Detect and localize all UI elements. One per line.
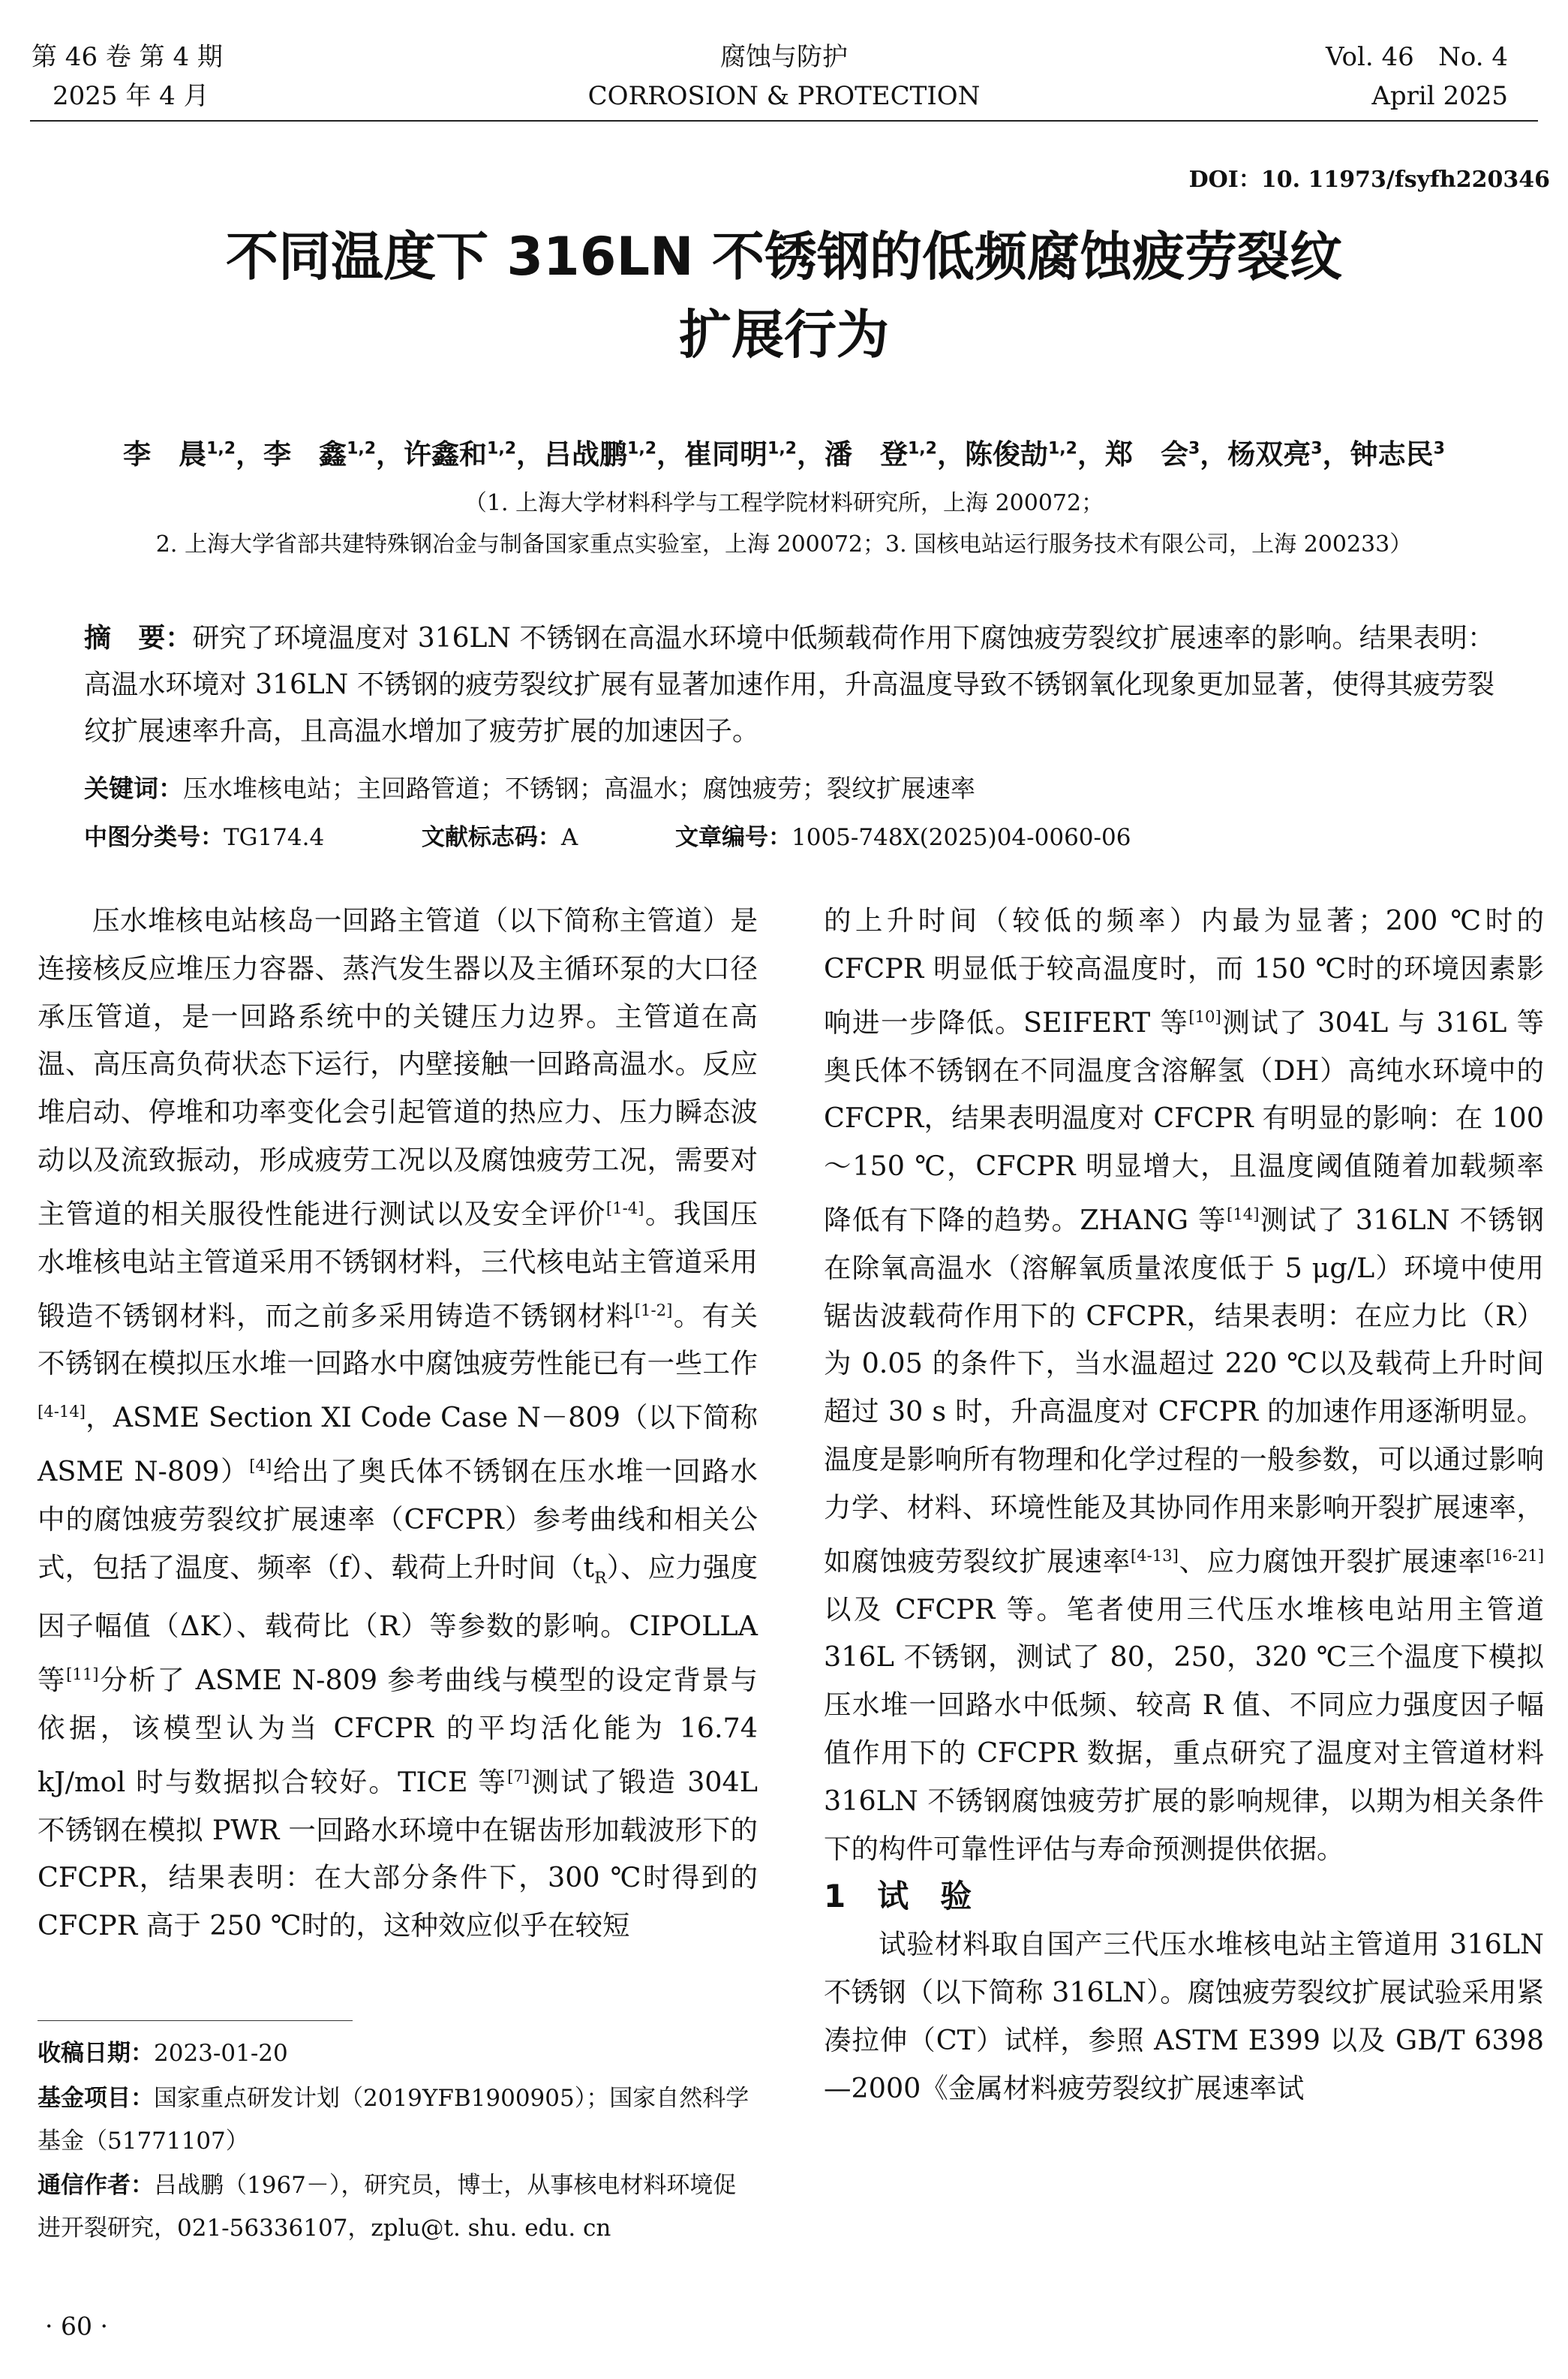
author: 潘 登$^{1,2}$ [825,438,937,471]
author-list [0,432,1568,472]
article-no-value: 1005-748X(2025)04-0060-06 [792,824,1131,851]
citation: [1-2] [634,1300,673,1319]
title-line-2: 扩展行为 [679,304,889,365]
journal-name-en: CORROSION & PROTECTION [587,81,981,111]
citation: [16-21] [1485,1545,1544,1565]
article-title [0,218,1568,374]
author: 吕战鹏$^{1,2}$ [544,438,657,471]
date-cn: 2025 年 4 月 [53,81,209,111]
citation: [11] [66,1664,99,1683]
abstract-label: 摘 要： [84,623,193,654]
author-affiliation-mark: 1,2 [767,439,797,459]
received-date: 收稿日期：2023-01-20 [38,2040,288,2067]
volume-en: Vol. 46 No. 4 [1326,42,1508,72]
page-number: · 60 · [45,2311,108,2341]
author-separator: ， [797,438,825,471]
author-separator: ， [376,438,404,471]
citation: [10] [1188,1006,1221,1026]
clc-label: 中图分类号： [84,824,224,851]
author: 陈俊劼$^{1,2}$ [964,438,1077,471]
body-column-left [38,897,758,1950]
author-affiliation-mark: 3 [1311,439,1323,459]
author: 李 晨$^{1,2}$ [123,438,236,471]
header-rule [30,120,1538,122]
author-separator: ， [656,438,685,471]
author-affiliation-mark: 1,2 [627,439,657,459]
volume-cn: 第 46 卷 第 4 期 [32,42,223,72]
author-separator: ， [936,438,965,471]
author-separator: ， [1077,438,1105,471]
author-separator: ， [1322,438,1350,471]
author-affiliation-mark: 1,2 [1047,439,1077,459]
body-column-right [824,897,1544,2112]
date-en: April 2025 [1371,81,1508,111]
abstract-text: 研究了环境温度对 316LN 不锈钢在高温水环境中低频载荷作用下腐蚀疲劳裂纹扩展速率的影响。结果表明：高温水环境对 316LN 不锈钢的疲劳裂纹扩展有显著加速作用，升高温度导致不锈钢氧化现象更加显著，使得其疲劳裂纹扩展速率升高，且高温水增加了疲劳扩展的加速因子。 [84,623,1494,747]
doc-code-value: A [560,824,578,851]
corresponding-author: 通信作者：吕战鹏（1967－），研究员，博士，从事核电材料环境促进开裂研究，021-56336107，zplu@t. shu. edu. cn [38,2172,737,2242]
author: 郑 会$^3$ [1104,438,1200,471]
author-separator: ， [516,438,545,471]
article-no-label: 文章编号： [675,824,792,851]
intro-paragraph: 压水堆核电站核岛一回路主管道（以下简称主管道）是连接核反应堆压力容器、蒸汽发生器以及主循环泵的大口径承压管道，是一回路系统中的关键压力边界。主管道在高温、高压高负荷状态下运行，内壁接触一回路高温水。反应堆启动、停堆和功率变化会引起管道的热应力、压力瞬态波动以及流致振动，形成疲劳工况以及腐蚀疲劳工况，需要对主管道的相关服役性能进行测试以及安全评价[1-4]。我国压水堆核电站主管道采用不锈钢材料，三代核电站主管道采用锻造不锈钢材料，而之前多采用铸造不锈钢材料[1-2]。有关不锈钢在模拟压水堆一回路水中腐蚀疲劳性能已有一些工作[4-14]，ASME Section XI Code Case N－809（以下简称 ASME N-809）[4]给出了奥氏体不锈钢在压水堆一回路水中的腐蚀疲劳裂纹扩展速率（CFCPR）参考曲线和相关公式，包括了温度、频率（f）、载荷上升时间$(t_R)$、应力强度因子幅值（ΔK）、载荷比（R）等参数的影响。CIPOLLA 等[11]分析了 ASME N-809 参考曲线与模型的设定背景与依据，该模型认为当 CFCPR 的平均活化能为 16.74 kJ/mol 时与数据拟合较好。TICE 等[7]测试了锻造 304L 不锈钢在模拟 PWR 一回路水环境中在锯齿形加载波形下的 CFCPR，结果表明：在大部分条件下，300 ℃时得到的 CFCPR 高于 250 ℃时的，这种效应似乎在较短 [38,904,758,1942]
author-affiliation-mark: 3 [1433,439,1445,459]
citation: [7] [507,1766,530,1785]
header-right [1326,38,1508,116]
journal-name-cn: 腐蚀与防护 [720,42,848,72]
affiliation-line-1: （1. 上海大学材料科学与工程学院材料研究所，上海 200072； [464,490,1104,516]
citation: [4-14] [38,1402,86,1421]
author-separator: ， [1200,438,1228,471]
author-separator: ， [236,438,264,471]
author-affiliation-mark: 3 [1188,439,1200,459]
classification [84,818,1131,852]
keywords-text: 压水堆核电站；主回路管道；不锈钢；高温水；腐蚀疲劳；裂纹扩展速率 [183,774,975,803]
doc-code-label: 文献标志码： [421,824,561,851]
affiliation-line-2: 2. 上海大学省部共建特殊钢冶金与制备国家重点实验室，上海 200072；3. 国核电站运行服务技术有限公司，上海 200233） [155,531,1413,558]
author: 许鑫和$^{1,2}$ [404,438,517,471]
author: 崔同明$^{1,2}$ [684,438,797,471]
author: 李 鑫$^{1,2}$ [263,438,377,471]
author-affiliation-mark: 1,2 [206,439,236,459]
footnote-rule [38,2020,353,2021]
author-affiliation-mark: 1,2 [487,439,517,459]
author: 杨双亮$^3$ [1227,438,1323,471]
intro-paragraph-continued: 的上升时间（较低的频率）内最为显著；200 ℃时的 CFCPR 明显低于较高温度时，而 150 ℃时的环境因素影响进一步降低。SEIFERT 等[10]测试了 304L 与 316L 等奥氏体不锈钢在不同温度含溶解氢（DH）高纯水环境中的 CFCPR，结果表明温度对 CFCPR 有明显的影响：在 100～150 ℃，CFCPR 明显增大，且温度阈值随着加载频率降低有下降的趋势。ZHANG 等[14]测试了 316LN 不锈钢在除氧高温水（溶解氧质量浓度低于 5 μg/L）环境中使用锯齿波载荷作用下的 CFCPR，结果表明：在应力比（R）为 0.05 的条件下，当水温超过 220 ℃以及载荷上升时间超过 30 s 时，升高温度对 CFCPR 的加速作用逐渐明显。温度是影响所有物理和化学过程的一般参数，可以通过影响力学、材料、环境性能及其协同作用来影响开裂扩展速率，如腐蚀疲劳裂纹扩展速率[4-13]、应力腐蚀开裂扩展速率[16-21]以及 CFCPR 等。笔者使用三代压水堆核电站用主管道 316L 不锈钢，测试了 80，250，320 ℃三个温度下模拟压水堆一回路水中低频、较高 R 值、不同应力强度因子幅值作用下的 CFCPR 数据，重点研究了温度对主管道材料 316LN 不锈钢腐蚀疲劳扩展的影响规律，以期为相关条件下的构件可靠性评估与寿命预测提供依据。 [824,904,1544,1865]
author: 钟志民$^3$ [1350,438,1445,471]
keywords [84,769,975,805]
doi: DOI：10. 11973/fsyfh220346 [1188,167,1550,193]
clc-value: TG174.4 [224,824,325,851]
citation: [4] [249,1456,272,1475]
citation: [14] [1227,1204,1260,1223]
citation: [1-4] [605,1198,644,1217]
funding: 基金项目：国家重点研发计划（2019YFB1900905）；国家自然科学基金（51771107） [38,2085,749,2155]
title-line-1: 不同温度下 316LN 不锈钢的低频腐蚀疲劳裂纹 [225,226,1343,287]
author-affiliation-mark: 1,2 [347,439,377,459]
keywords-label: 关键词： [84,774,183,803]
experiment-paragraph: 试验材料取自国产三代压水堆核电站主管道用 316LN 不锈钢（以下简称 316LN）。腐蚀疲劳裂纹扩展试验采用紧凑拉伸（CT）试样，参照 ASTM E399 以及 GB/T 6398—2000《金属材料疲劳裂纹扩展速率试 [824,1928,1544,2104]
author-affiliation-mark: 1,2 [908,439,937,459]
citation: [4-13] [1130,1545,1179,1565]
section-heading-experiment: 1 试 验 [824,1878,972,1915]
abstract [84,615,1494,755]
